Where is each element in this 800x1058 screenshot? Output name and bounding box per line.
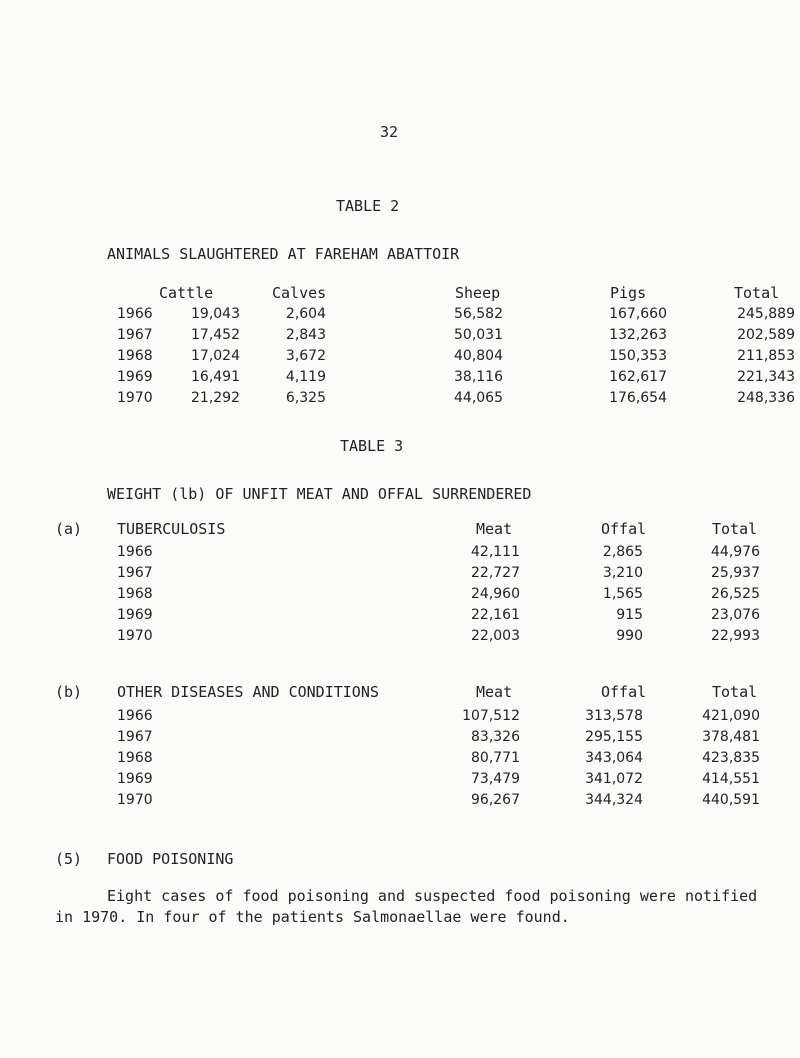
total-value: 23,076 — [711, 607, 760, 623]
meat-value: 83,326 — [471, 729, 520, 745]
sheep-value: 44,065 — [454, 390, 503, 406]
calves-value: 6,325 — [285, 390, 326, 406]
meat-value: 96,267 — [471, 792, 520, 808]
pigs-value: 150,353 — [609, 348, 667, 364]
total-value: 44,976 — [711, 544, 760, 560]
total-value: 211,853 — [737, 348, 795, 364]
sheep-value: 56,582 — [454, 306, 503, 322]
total-value: 221,343 — [737, 369, 795, 385]
sheep-value: 50,031 — [454, 327, 503, 343]
section-b-header-offal: Offal — [601, 683, 647, 701]
section-5-marker: (5) — [55, 850, 83, 868]
page-number: 32 — [380, 123, 399, 141]
offal-value: 990 — [616, 628, 643, 644]
table2-header-sheep: Sheep — [455, 284, 501, 302]
year: 1966 — [117, 544, 153, 560]
table2-header-pigs: Pigs — [610, 284, 647, 302]
section-5-title: FOOD POISONING — [107, 850, 234, 868]
table2-header-calves: Calves — [272, 284, 327, 302]
cattle-value: 21,292 — [191, 390, 240, 406]
section-a-title: TUBERCULOSIS — [117, 520, 226, 538]
year: 1968 — [117, 750, 153, 766]
pigs-value: 132,263 — [609, 327, 667, 343]
table3-label: TABLE 3 — [340, 437, 404, 455]
table2-header-total: Total — [734, 284, 780, 302]
section-b-header-total: Total — [712, 683, 758, 701]
year: 1968 — [117, 348, 153, 364]
year: 1966 — [117, 708, 153, 724]
calves-value: 3,672 — [285, 348, 326, 364]
total-value: 440,591 — [702, 792, 760, 808]
year: 1969 — [117, 607, 153, 623]
year: 1970 — [117, 792, 153, 808]
meat-value: 22,161 — [471, 607, 520, 623]
cattle-value: 16,491 — [191, 369, 240, 385]
offal-value: 313,578 — [585, 708, 643, 724]
total-value: 25,937 — [711, 565, 760, 581]
year: 1969 — [117, 369, 153, 385]
meat-value: 22,003 — [471, 628, 520, 644]
offal-value: 295,155 — [585, 729, 643, 745]
offal-value: 344,324 — [585, 792, 643, 808]
pigs-value: 167,660 — [609, 306, 667, 322]
year: 1970 — [117, 390, 153, 406]
total-value: 423,835 — [702, 750, 760, 766]
offal-value: 343,064 — [585, 750, 643, 766]
year: 1967 — [117, 565, 153, 581]
section-a-marker: (a) — [55, 520, 83, 538]
cattle-value: 17,452 — [191, 327, 240, 343]
year: 1969 — [117, 771, 153, 787]
pigs-value: 176,654 — [609, 390, 667, 406]
total-value: 248,336 — [737, 390, 795, 406]
paragraph-line-2: in 1970. In four of the patients Salmonaellae were found. — [55, 908, 570, 926]
year: 1967 — [117, 729, 153, 745]
meat-value: 73,479 — [471, 771, 520, 787]
meat-value: 24,960 — [471, 586, 520, 602]
meat-value: 107,512 — [462, 708, 520, 724]
table2-label: TABLE 2 — [336, 197, 400, 215]
cattle-value: 19,043 — [191, 306, 240, 322]
year: 1970 — [117, 628, 153, 644]
total-value: 421,090 — [702, 708, 760, 724]
offal-value: 3,210 — [602, 565, 643, 581]
section-a-header-offal: Offal — [601, 520, 647, 538]
total-value: 26,525 — [711, 586, 760, 602]
offal-value: 1,565 — [602, 586, 643, 602]
table2-header-cattle: Cattle — [159, 284, 214, 302]
year: 1967 — [117, 327, 153, 343]
section-b-marker: (b) — [55, 683, 83, 701]
table3-title: WEIGHT (lb) OF UNFIT MEAT AND OFFAL SURRENDERED — [107, 485, 532, 503]
meat-value: 80,771 — [471, 750, 520, 766]
offal-value: 2,865 — [602, 544, 643, 560]
total-value: 378,481 — [702, 729, 760, 745]
total-value: 22,993 — [711, 628, 760, 644]
year: 1968 — [117, 586, 153, 602]
calves-value: 2,843 — [285, 327, 326, 343]
sheep-value: 38,116 — [454, 369, 503, 385]
table2-title: ANIMALS SLAUGHTERED AT FAREHAM ABATTOIR — [107, 245, 460, 263]
meat-value: 22,727 — [471, 565, 520, 581]
calves-value: 2,604 — [285, 306, 326, 322]
year: 1966 — [117, 306, 153, 322]
total-value: 245,889 — [737, 306, 795, 322]
section-b-title: OTHER DISEASES AND CONDITIONS — [117, 683, 379, 701]
calves-value: 4,119 — [285, 369, 326, 385]
section-b-header-meat: Meat — [476, 683, 513, 701]
section-a-header-meat: Meat — [476, 520, 513, 538]
section-a-header-total: Total — [712, 520, 758, 538]
total-value: 414,551 — [702, 771, 760, 787]
pigs-value: 162,617 — [609, 369, 667, 385]
sheep-value: 40,804 — [454, 348, 503, 364]
meat-value: 42,111 — [471, 544, 520, 560]
offal-value: 915 — [616, 607, 643, 623]
cattle-value: 17,024 — [191, 348, 240, 364]
paragraph-line-1: Eight cases of food poisoning and suspected food poisoning were notified — [107, 887, 758, 905]
offal-value: 341,072 — [585, 771, 643, 787]
total-value: 202,589 — [737, 327, 795, 343]
